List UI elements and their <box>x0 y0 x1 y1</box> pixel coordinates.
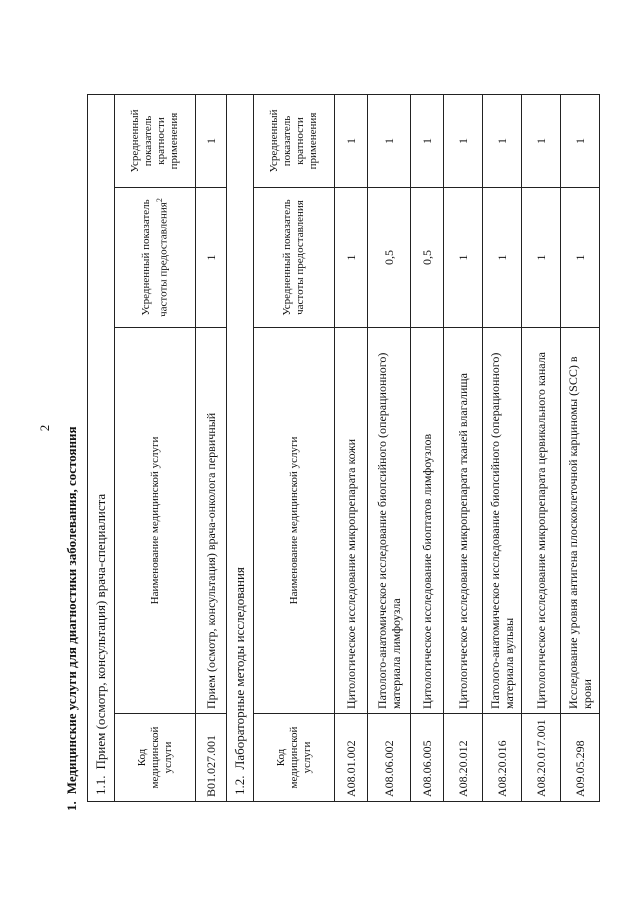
section-number: 1. <box>64 801 79 811</box>
column-header-row <box>115 94 196 801</box>
header-code: Код медицинской услуги <box>115 714 196 802</box>
cell-mult: 1 <box>335 94 368 187</box>
cell-mult: 1 <box>368 94 411 187</box>
cell-name: Исследование уровня антигена плоскоклеточной карциномы (SCC) в крови <box>561 328 600 714</box>
cell-code: A09.05.298 <box>561 714 600 802</box>
subsection-title-cell <box>88 94 115 801</box>
cell-mult: 1 <box>444 94 483 187</box>
cell-freq: 1 <box>335 188 368 328</box>
cell-freq: 1 <box>196 188 227 328</box>
subsection-header-row <box>88 94 115 801</box>
header-code: Код медицинской услуги <box>254 714 335 802</box>
cell-code: A08.20.017.001 <box>522 714 561 802</box>
header-freq-footnote: 2 <box>154 198 164 203</box>
subsection-title: Прием (осмотр, консультация) врача-специалиста <box>93 493 108 770</box>
cell-mult: 1 <box>483 94 522 187</box>
cell-name: Цитологическое исследование микропрепарата тканей влагалища <box>444 328 483 714</box>
cell-freq: 1 <box>483 188 522 328</box>
cell-freq: 1 <box>522 188 561 328</box>
cell-name: Цитологическое исследование микропрепарата цервикального канала <box>522 328 561 714</box>
cell-freq: 0,5 <box>368 188 411 328</box>
section-title-text: Медицинские услуги для диагностики заболевания, состояния <box>64 426 79 795</box>
header-freq <box>115 188 196 328</box>
subsection-title: Лабораторные методы исследования <box>232 567 247 770</box>
cell-name: Патолого-анатомическое исследование биопсийного (операционного) материала вульвы <box>483 328 522 714</box>
cell-name: Патолого-анатомическое исследование биопсийного (операционного) материала лимфоузла <box>368 328 411 714</box>
cell-code: A08.20.016 <box>483 714 522 802</box>
table-row <box>335 94 368 801</box>
cell-code: A08.01.002 <box>335 714 368 802</box>
header-freq: Усредненный показатель частоты предоставления <box>254 188 335 328</box>
subsection-number: 1.2. <box>232 775 247 795</box>
subsection-title-cell <box>227 94 254 801</box>
subsection-number: 1.1. <box>93 775 108 795</box>
subsection-header-row <box>227 94 254 801</box>
header-mult: Усредненный показатель кратности применения <box>115 94 196 187</box>
table-row <box>522 94 561 801</box>
cell-name: Цитологическое исследование микропрепарата кожи <box>335 328 368 714</box>
cell-freq: 0,5 <box>411 188 444 328</box>
header-mult: Усредненный показатель кратности применения <box>254 94 335 187</box>
table-row <box>444 94 483 801</box>
table-lab-methods <box>226 94 600 802</box>
header-name: Наименование медицинской услуги <box>254 328 335 714</box>
header-freq-text: Усредненный показатель частоты предоставления <box>139 199 170 317</box>
cell-mult: 1 <box>522 94 561 187</box>
cell-freq: 1 <box>561 188 600 328</box>
cell-code: A08.06.002 <box>368 714 411 802</box>
cell-mult: 1 <box>561 94 600 187</box>
cell-code: B01.027.001 <box>196 714 227 802</box>
header-name: Наименование медицинской услуги <box>115 328 196 714</box>
column-header-row <box>254 94 335 801</box>
cell-code: A08.20.012 <box>444 714 483 802</box>
cell-freq: 1 <box>444 188 483 328</box>
page-number: 2 <box>37 424 52 432</box>
cell-code: A08.06.005 <box>411 714 444 802</box>
table-row <box>483 94 522 801</box>
cell-name: Цитологическое исследование биоптатов лимфоузлов <box>411 328 444 714</box>
cell-name: Прием (осмотр, консультация) врача-онколога первичный <box>196 328 227 714</box>
table-row <box>561 94 600 801</box>
table-row <box>368 94 411 801</box>
table-row <box>196 94 227 801</box>
cell-mult: 1 <box>196 94 227 187</box>
cell-mult: 1 <box>411 94 444 187</box>
table-specialist-visits <box>87 94 227 802</box>
table-row <box>411 94 444 801</box>
section-title <box>64 426 80 811</box>
